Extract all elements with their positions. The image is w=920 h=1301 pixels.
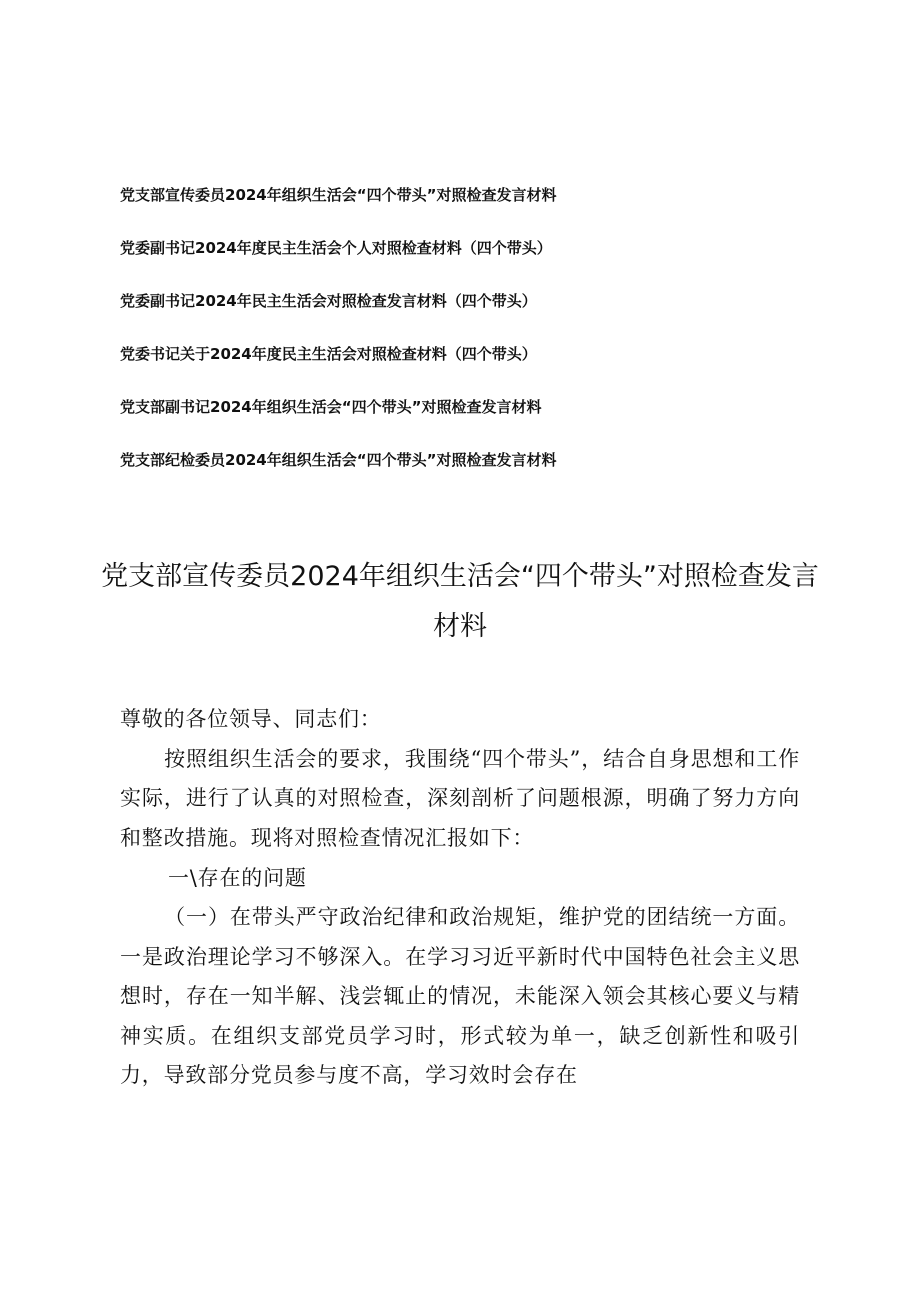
document-title: 党支部宣传委员2024年组织生活会“四个带头”对照检查发言材料	[101, 561, 819, 642]
section-heading: 一\存在的问题	[168, 866, 307, 890]
salutation: 尊敬的各位领导、同志们：	[120, 707, 382, 731]
toc-item: 党支部宣传委员2024年组织生活会“四个带头”对照检查发言材料	[120, 186, 557, 204]
toc-item: 党委书记关于2024年度民主生活会对照检查材料（四个带头）	[120, 345, 537, 363]
body-paragraph: （一）在带头严守政治纪律和政治规矩，维护党的团结统一方面。一是政治理论学习不够深入。在学习习近平新时代中国特色社会主义思想时，存在一知半解、浅尝辄止的情况，未能深入领会其核心要义与精神实质。在组织支部党员学习时，形式较为单一，缺乏创新性和吸引力，导致部分党员参与度不高，学习效时会存在	[120, 905, 800, 1087]
toc-item: 党委副书记2024年民主生活会对照检查发言材料（四个带头）	[120, 292, 537, 310]
toc-item: 党支部副书记2024年组织生活会“四个带头”对照检查发言材料	[120, 398, 542, 416]
intro-paragraph: 按照组织生活会的要求，我围绕“四个带头”，结合自身思想和工作实际，进行了认真的对照检查，深刻剖析了问题根源，明确了努力方向和整改措施。现将对照检查情况汇报如下：	[120, 746, 800, 850]
toc-item: 党支部纪检委员2024年组织生活会“四个带头”对照检查发言材料	[120, 451, 557, 469]
toc-item: 党委副书记2024年度民主生活会个人对照检查材料（四个带头）	[120, 239, 552, 257]
document-body	[120, 700, 800, 1096]
table-of-contents	[120, 182, 820, 500]
